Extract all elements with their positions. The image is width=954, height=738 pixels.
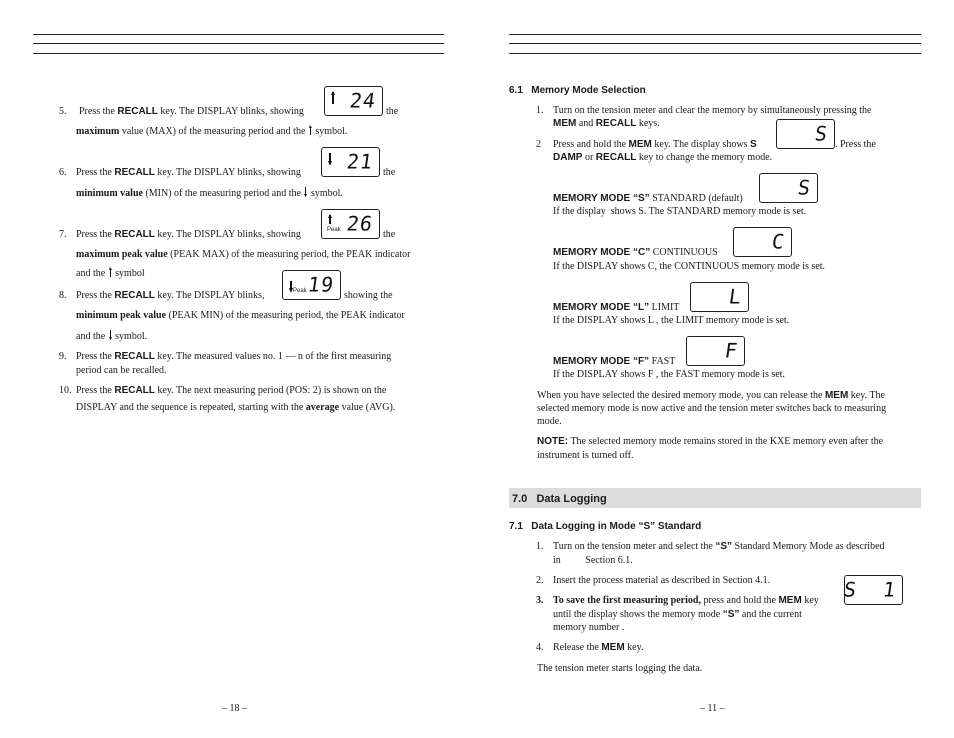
right-header-rule-bottom <box>509 53 921 54</box>
item-9-number: 9. <box>59 351 67 362</box>
bold-text: maximum <box>76 126 120 137</box>
item-8-tail: showing the <box>344 290 393 301</box>
display-digits: L <box>727 284 744 309</box>
display-peak-max-26 <box>321 209 380 239</box>
peak-indicator: Peak <box>327 226 341 233</box>
s71-item-3-line1 <box>553 594 819 608</box>
recall-key: RECALL <box>595 118 637 129</box>
s71-item-1-line1 <box>553 540 885 554</box>
max-arrow-icon <box>108 267 113 277</box>
item-9-line2: period can be recalled. <box>76 365 167 376</box>
display-mode-f <box>686 336 745 366</box>
section-7-0-bar <box>509 488 921 508</box>
text: key. The DISPLAY blinks, showing <box>160 106 304 117</box>
mem-key: MEM <box>553 118 577 129</box>
bold-text: minimum value <box>76 188 143 199</box>
bold-text: average <box>305 402 340 413</box>
display-digits: S <box>796 175 813 200</box>
s71-item-1-number: 1. <box>536 541 544 552</box>
recall-key: RECALL <box>595 152 637 163</box>
text: press and hold the <box>703 595 776 606</box>
text: key. The next measuring period (POS: 2) is shown on the <box>157 385 387 396</box>
text: Press the <box>76 351 112 362</box>
s61-item-1-number: 1. <box>536 105 544 116</box>
item-8-line3 <box>76 330 147 344</box>
text: (PEAK MAX) of the measuring period, the PEAK indicator <box>170 249 411 260</box>
text: (PEAK MIN) of the measuring period, the PEAK indicator <box>168 310 405 321</box>
display-s-select <box>776 119 835 149</box>
text: in <box>553 555 561 566</box>
s61-item-1-line2 <box>553 117 660 131</box>
display-digits: 19 <box>306 272 336 297</box>
mode-c-label <box>553 246 718 260</box>
text: Standard Memory Mode as described <box>734 541 885 552</box>
text: LIMIT <box>651 302 680 313</box>
left-header-rule-bottom <box>33 53 444 54</box>
text: and the <box>76 268 106 279</box>
s71-item-2-line1: Insert the process material as described in Section 4.1. <box>553 575 771 586</box>
s71-item-4-number: 4. <box>536 642 544 653</box>
s61-item-2-line1 <box>553 138 757 152</box>
min-arrow-icon <box>303 187 308 197</box>
section-7-0-heading: 7.0 Data Logging <box>512 493 607 505</box>
text: key. The DISPLAY blinks, showing <box>157 229 301 240</box>
note-line2: instrument is turned off. <box>537 450 634 461</box>
text: key <box>804 595 819 606</box>
mode-label: MEMORY MODE “C” <box>553 247 651 258</box>
display-digits: S 1 <box>842 577 898 602</box>
recall-key: RECALL <box>114 167 155 178</box>
item-8-line1 <box>76 289 264 303</box>
text: CONTINUOUS <box>652 247 718 258</box>
text: STANDARD (default) <box>652 193 743 204</box>
text: value (MAX) of the measuring period and the <box>121 126 306 137</box>
text: key. The <box>850 390 885 401</box>
text: key. The display shows <box>654 139 748 150</box>
mode-label: MEMORY MODE “L” <box>553 302 650 313</box>
display-peak-min-19 <box>282 270 341 300</box>
item-10-line1 <box>76 384 386 398</box>
item-5-line2 <box>76 125 347 139</box>
mode-label: MEMORY MODE “S” <box>553 193 650 204</box>
mem-key: MEM <box>778 595 802 606</box>
mode-s-desc: If the display shows S. The STANDARD memory mode is set. <box>553 206 807 217</box>
display-digits: F <box>723 338 740 363</box>
text: key. <box>627 642 644 653</box>
mem-key: MEM <box>824 390 849 401</box>
text: (MIN) of the measuring period and the <box>145 188 301 199</box>
text: symbol. <box>315 126 348 137</box>
right-header-rule-mid <box>509 43 921 44</box>
item-7-line2 <box>76 248 410 262</box>
item-10-number: 10. <box>59 385 72 396</box>
text: key. The DISPLAY blinks, showing <box>157 167 301 178</box>
section-6-1-heading: 6.1 Memory Mode Selection <box>509 85 646 96</box>
recall-key: RECALL <box>114 229 155 240</box>
mode-label: MEMORY MODE “F” <box>553 356 650 367</box>
recall-key: RECALL <box>114 290 155 301</box>
recall-key: RECALL <box>114 385 155 396</box>
item-8-number: 8. <box>59 290 67 301</box>
text: and <box>578 118 594 129</box>
min-arrow-icon <box>326 152 334 166</box>
display-max-24 <box>324 86 383 116</box>
text: and the <box>76 331 106 342</box>
display-digits: 21 <box>345 149 375 174</box>
mode-l-label <box>553 301 679 315</box>
bold-number: 3. <box>536 595 544 606</box>
text: until the display shows the memory mode <box>553 609 721 620</box>
s71-item-3-number <box>536 594 544 608</box>
left-page-number: – 18 – <box>222 703 247 714</box>
text: Press the <box>76 385 112 396</box>
text: keys. <box>638 118 660 129</box>
s71-item-3-line3: memory number . <box>553 622 625 633</box>
s71-item-4-line1 <box>553 641 643 655</box>
display-digits: C <box>770 229 787 254</box>
item-8-line2 <box>76 309 405 323</box>
item-5-number: 5. <box>59 106 67 117</box>
text: key. The DISPLAY blinks, <box>157 290 265 301</box>
mode-f-desc: If the DISPLAY shows F , the FAST memory mode is set. <box>553 369 785 380</box>
max-arrow-icon <box>329 91 337 105</box>
peak-indicator: Peak <box>293 287 307 294</box>
text: Press the <box>76 229 112 240</box>
item-5-tail: the <box>386 106 399 117</box>
text: The selected memory mode remains stored in the KXE memory even after the <box>570 436 884 447</box>
text: symbol. <box>310 188 343 199</box>
note-label: NOTE: <box>537 436 569 447</box>
min-arrow-icon <box>108 330 113 340</box>
item-7-line3 <box>76 267 145 281</box>
item-7-line1 <box>76 228 301 242</box>
release-line1 <box>537 389 885 403</box>
recall-key: RECALL <box>114 351 155 362</box>
s61-item-1-line1: Turn on the tension meter and clear the memory by simultaneously pressing the <box>553 105 872 116</box>
text: value (AVG). <box>341 402 396 413</box>
text: DISPLAY and the sequence is repeated, starting with the <box>76 402 304 413</box>
display-s-1 <box>844 575 903 605</box>
item-6-line1 <box>76 166 301 180</box>
item-6-tail: the <box>383 167 396 178</box>
s71-item-3-line2 <box>553 608 802 622</box>
item-6-line2 <box>76 187 343 201</box>
bold-text: To save the first measuring period, <box>553 595 701 606</box>
s61-item-2-tail: . Press the <box>835 139 876 150</box>
note-line1 <box>537 435 883 449</box>
bold-text: minimum peak value <box>76 310 167 321</box>
display-mode-c <box>733 227 792 257</box>
bold-text: maximum peak value <box>76 249 168 260</box>
text: key to change the memory mode. <box>638 152 773 163</box>
left-header-rule-mid <box>33 43 444 44</box>
text: Turn on the tension meter and select the <box>553 541 713 552</box>
section-reference: Section 6.1. <box>585 555 633 566</box>
damp-key: DAMP <box>553 152 583 163</box>
section-7-1-heading: 7.1 Data Logging in Mode “S” Standard <box>509 521 702 532</box>
right-page-number: – 11 – <box>700 703 725 714</box>
text: symbol <box>115 268 145 279</box>
text: or <box>584 152 594 163</box>
item-6-number: 6. <box>59 167 67 178</box>
text: symbol. <box>115 331 148 342</box>
text: Press the <box>76 290 112 301</box>
mode-f-label <box>553 355 675 369</box>
right-header-rule-top <box>509 34 921 35</box>
mem-key: MEM <box>601 642 625 653</box>
display-mode-l <box>690 282 749 312</box>
display-digits: 24 <box>348 88 378 113</box>
s71-final: The tension meter starts logging the data. <box>537 663 703 674</box>
text: FAST <box>651 356 676 367</box>
display-digits: 26 <box>345 211 375 236</box>
max-arrow-icon <box>308 125 313 135</box>
item-7-tail: the <box>383 229 396 240</box>
text: Press and hold the <box>553 139 627 150</box>
item-7-number: 7. <box>59 229 67 240</box>
mode-l-desc: If the DISPLAY shows L , the LIMIT memory mode is set. <box>553 315 790 326</box>
item-10-line2 <box>76 401 395 415</box>
s-key: “S” <box>715 541 733 552</box>
left-header-rule-top <box>33 34 444 35</box>
text: Press the <box>79 106 115 117</box>
recall-key: RECALL <box>117 106 158 117</box>
display-min-21 <box>321 147 380 177</box>
s71-item-2-number: 2. <box>536 575 544 586</box>
mode-c-desc: If the DISPLAY shows C, the CONTINUOUS memory mode is set. <box>553 261 826 272</box>
text: and the current <box>741 609 802 620</box>
s61-item-2-line2 <box>553 151 772 165</box>
display-mode-s <box>759 173 818 203</box>
item-5-line1 <box>79 105 304 119</box>
s-key: “S” <box>722 609 740 620</box>
s61-item-2-number: 2 <box>536 139 541 150</box>
release-line2: selected memory mode is now active and the tension meter switches back to measuring <box>537 403 887 414</box>
s71-item-1-line2 <box>553 554 633 568</box>
text: key. The measured values no. 1 — n of the first measuring <box>157 351 392 362</box>
release-line3: mode. <box>537 416 562 427</box>
item-9-line1 <box>76 350 391 364</box>
text: Press the <box>76 167 112 178</box>
mode-s-label <box>553 192 743 206</box>
text: When you have selected the desired memory mode, you can release the <box>537 390 823 401</box>
text: Release the <box>553 642 599 653</box>
mem-key: MEM <box>628 139 652 150</box>
display-digits: S <box>813 121 830 146</box>
s-key: S <box>749 139 757 150</box>
